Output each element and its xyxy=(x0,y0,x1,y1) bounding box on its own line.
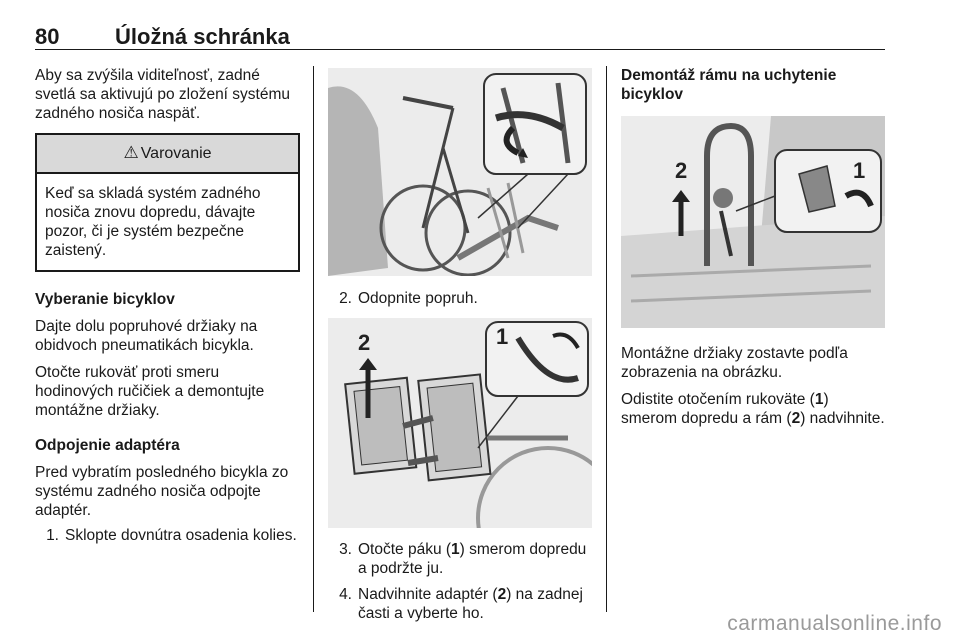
paragraph-assemble-holders: Montážne držiaky zostavte podľa zobrazenia na obrázku. xyxy=(621,345,848,381)
list-item xyxy=(328,289,592,308)
bike-carrier-figure xyxy=(328,68,592,276)
list-item xyxy=(328,540,592,578)
section-heading-adapter: Odpojenie adaptéra xyxy=(35,437,180,454)
paragraph-adapter: Pred vybratím posledného bicykla zo systému zadného nosiča odpojte adaptér. xyxy=(35,464,289,519)
paragraph-turn-handle: Otočte rukoväť proti smeru hodinových ručičiek a demontujte montážne držiaky. xyxy=(35,364,265,419)
list-text: Otočte páku (1) smerom dopredu a podržte ju. xyxy=(358,541,587,577)
column-right xyxy=(621,66,885,436)
warning-title-bar xyxy=(37,135,298,174)
list-number: 4. xyxy=(339,586,352,603)
list-number: 2. xyxy=(339,290,352,307)
watermark: carmanualsonline.info xyxy=(727,612,942,635)
column-left xyxy=(35,66,300,552)
header-divider xyxy=(35,49,885,50)
callout-1: 1 xyxy=(853,158,866,183)
frame-removal-figure xyxy=(621,116,885,328)
page-header xyxy=(35,24,885,52)
warning-box xyxy=(35,133,300,272)
column-divider-2 xyxy=(606,66,607,612)
list-item xyxy=(328,585,592,623)
page-title: Úložná schránka xyxy=(115,24,290,49)
list-number: 1. xyxy=(46,527,59,544)
list-text: Odopnite popruh. xyxy=(358,290,478,307)
page-number: 80 xyxy=(35,24,60,49)
adapter-figure xyxy=(328,318,592,528)
section-heading-remove-bikes: Vyberanie bicyklov xyxy=(35,291,175,308)
list-text: Sklopte dovnútra osadenia kolies. xyxy=(65,527,297,544)
callout-1: 1 xyxy=(496,324,509,349)
list-text: Nadvihnite adaptér (2) na zadnej časti a vyberte ho. xyxy=(358,586,583,622)
callout-2: 2 xyxy=(675,158,688,183)
warning-text: Keď sa skladá systém zadného nosiča znovu dopredu, dávajte pozor, či je systém bezpečne zaistený. xyxy=(45,185,261,259)
list-item xyxy=(35,526,300,545)
list-number: 3. xyxy=(339,541,352,558)
column-divider-1 xyxy=(313,66,314,612)
intro-paragraph: Aby sa zvýšila viditeľnosť, zadné svetlá sa aktivujú po zložení systému zadného nosiča naspäť. xyxy=(35,67,291,122)
section-heading-frame: Demontáž rámu na uchytenie bicyklov xyxy=(621,67,837,103)
paragraph-strap-holders: Dajte dolu popruhové držiaky na obidvoch pneumatikách bicykla. xyxy=(35,318,258,354)
paragraph-unlock-handle: Odistite otočením rukoväte (1) smerom dopredu a rám (2) nadvihnite. xyxy=(621,391,885,427)
callout-2: 2 xyxy=(358,330,371,355)
warning-triangle-icon: ⚠ xyxy=(123,143,139,162)
warning-title: Varovanie xyxy=(140,145,212,162)
column-middle xyxy=(328,68,592,630)
